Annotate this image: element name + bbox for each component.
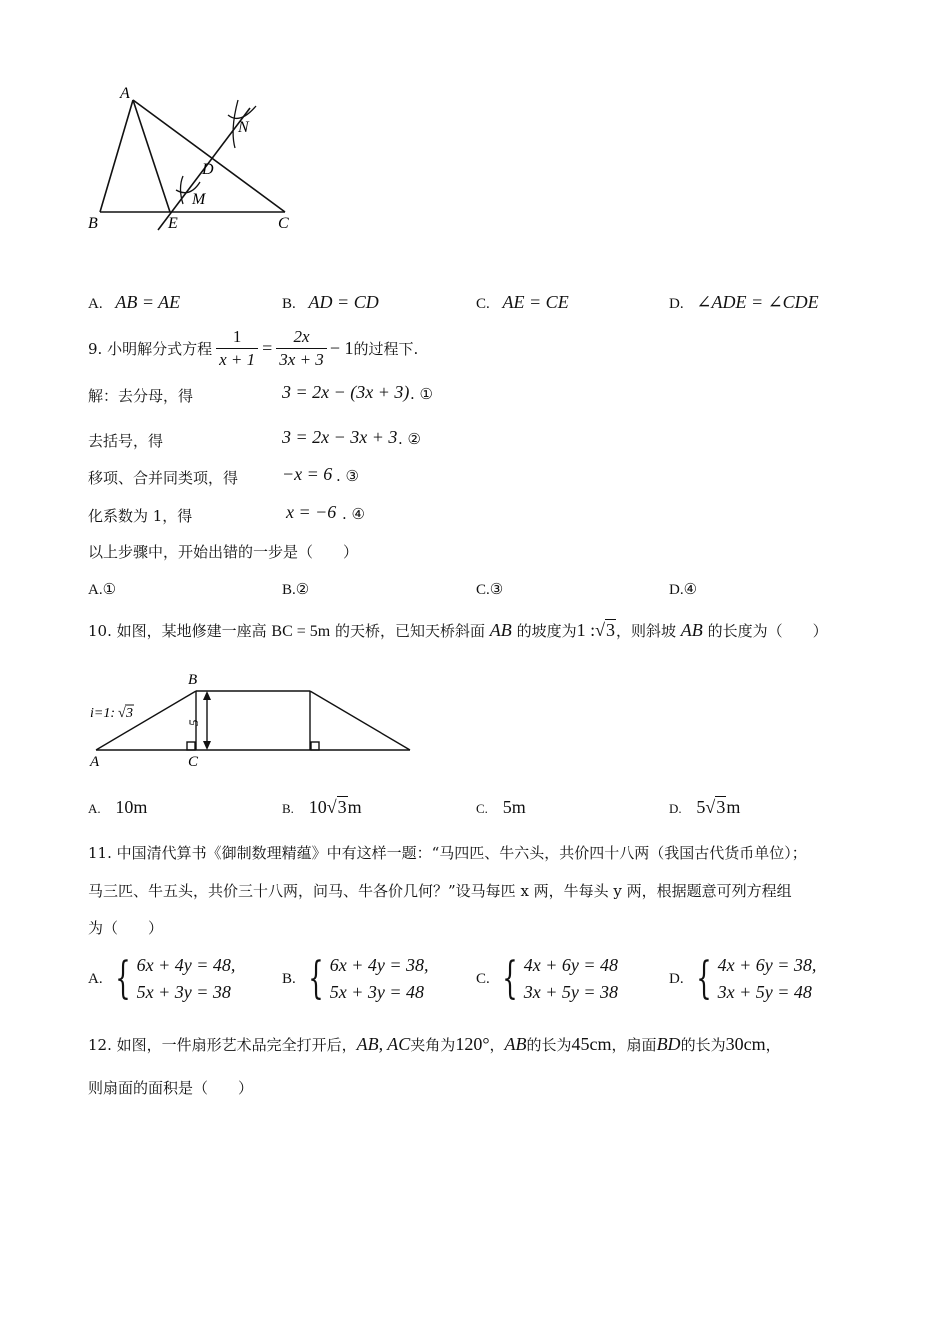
q10-stem-b: 的天桥，已知天桥斜面: [335, 622, 486, 640]
q10-option-c-letter: C.: [476, 801, 488, 816]
q9-option-a-value: ①: [102, 580, 117, 598]
q12-stem-f: 的长为: [680, 1036, 726, 1054]
q11-option-b-letter: B.: [282, 970, 296, 987]
q12-math-angle: 120°: [455, 1034, 490, 1054]
q9-stem-tail-math: − 1: [329, 337, 354, 358]
q8-option-d-expr: ∠ADE = ∠CDE: [696, 292, 819, 312]
q10-option-b-pre: 10: [308, 797, 327, 817]
q9-option-d-letter: D.: [669, 582, 684, 598]
q10-option-b-root: 3: [337, 797, 347, 817]
q11-option-a-eq2: 5x + 3y = 38: [136, 982, 231, 1002]
q8-option-a-expr: AB = AE: [115, 292, 181, 312]
q10-stem-d: ，则斜坡: [616, 622, 677, 640]
q8-triangle-figure: [80, 80, 320, 240]
q10-arrow-head-bottom: [203, 741, 211, 750]
q11-option-b[interactable]: [282, 952, 429, 1006]
q10-stem-ratio-root: 3: [606, 620, 615, 640]
q11-option-b-eq1: 6x + 4y = 38,: [329, 955, 429, 975]
q11-option-b-system: [302, 952, 429, 1006]
q12-math-ab: AB: [504, 1034, 527, 1054]
q8-label-b: B: [88, 215, 98, 232]
q9-step-1: [88, 382, 488, 406]
q11-option-c-eq1: 4x + 6y = 48: [523, 955, 619, 975]
q8-label-c: C: [278, 215, 289, 232]
q9-step-4-math: x = −6: [286, 502, 337, 522]
q12-stem-g: ，: [765, 1036, 781, 1054]
q9-stem-prefix: 9. 小明解分式方程: [88, 339, 213, 358]
q10-option-d-pre: 5: [696, 797, 706, 817]
q12-stem-line-1: [88, 1034, 781, 1055]
q11-option-d-eq1: 4x + 6y = 38,: [717, 955, 817, 975]
q9-equals: =: [262, 337, 273, 358]
q12-math-bd: BD: [656, 1034, 681, 1054]
q10-slope-label-root: 3: [126, 706, 133, 721]
q12-math-30cm: 30cm: [725, 1034, 766, 1054]
q10-stem-e: 的长度为（ ）: [707, 622, 828, 640]
q10-option-a-value: 10m: [115, 797, 148, 817]
q10-stem-c: 的坡度为: [516, 622, 577, 640]
q11-stem-line-2: 马三匹、牛五头，共价三十八两，问马、牛各价几何？”设马每匹 x 两，牛每头 y 两，根据题意可列方程组: [88, 882, 792, 900]
q10-label-a: A: [90, 754, 100, 770]
q12-stem-c: ，: [489, 1036, 505, 1054]
q8-option-a-letter: A.: [88, 296, 103, 312]
q11-option-c-system: [496, 952, 618, 1006]
q9-step-1-label: 解：去分母，得: [88, 387, 194, 405]
q9-stem-suffix: 的过程下.: [353, 339, 419, 358]
q9-step-2: [88, 427, 488, 451]
q12-stem-line-2: 则扇面的面积是（ ）: [88, 1079, 254, 1097]
q10-option-d-root: 3: [716, 797, 726, 817]
q12-stem-e: ，扇面: [611, 1036, 657, 1054]
q11-option-c-eq2: 3x + 5y = 38: [523, 982, 619, 1002]
q9-stem: [88, 325, 418, 371]
q11-option-a[interactable]: [88, 952, 235, 1006]
q8-option-d-letter: D.: [669, 296, 684, 312]
q10-label-b: B: [188, 672, 198, 688]
q8-option-d[interactable]: [669, 292, 819, 313]
q10-option-a-letter: A.: [88, 801, 101, 816]
q9-step-3-math: −x = 6: [282, 464, 333, 484]
q9-option-b-letter: B.: [282, 582, 296, 598]
q9-step-3-mark: . ③: [336, 467, 359, 485]
q10-option-c-value: 5m: [502, 797, 526, 817]
q9-step-4-mark: . ④: [342, 505, 365, 523]
q8-side-ac: [133, 100, 285, 212]
q8-option-b-expr: AD = CD: [308, 292, 379, 312]
q9-option-b[interactable]: [282, 580, 309, 599]
q11-option-d[interactable]: [669, 952, 816, 1006]
q10-option-d[interactable]: D. 5√3m: [669, 797, 741, 817]
q10-label-height: 5: [186, 719, 201, 726]
q8-side-ab: [100, 100, 133, 212]
q9-step-3: [88, 464, 488, 488]
q9-option-c-letter: C.: [476, 582, 490, 598]
q12-stem-b: 夹角为: [410, 1036, 456, 1054]
q9-step-4: [88, 502, 488, 526]
q10-slope-root-sign: √: [118, 706, 126, 721]
q10-option-b-post: m: [347, 797, 362, 817]
q11-option-c[interactable]: [476, 952, 618, 1006]
q9-frac1-num: 1: [216, 326, 258, 348]
q8-option-c-letter: C.: [476, 296, 490, 312]
q9-step-2-math: 3 = 2x − 3x + 3: [282, 427, 398, 447]
q11-stem-line-3: 为（ ）: [88, 919, 164, 937]
q8-option-c[interactable]: [476, 292, 569, 313]
q9-option-a-letter: A.: [88, 582, 103, 598]
q11-option-d-system: [690, 952, 817, 1006]
q10-stem-a: 10. 如图，某地修建一座高: [88, 622, 267, 640]
q8-label-d: D: [202, 161, 214, 178]
q10-slope-right: [310, 691, 410, 750]
q9-step-2-label: 去括号，得: [88, 432, 164, 450]
q10-stem-bc: BC = 5m: [271, 623, 331, 640]
q10-arrow-head-top: [203, 691, 211, 700]
q8-label-e: E: [168, 215, 178, 232]
q8-segment-ae: [133, 100, 170, 212]
q9-frac1-den: x + 1: [219, 349, 256, 369]
q9-option-d-value: ④: [683, 580, 698, 598]
q9-option-a[interactable]: [88, 580, 116, 599]
q11-option-a-eq1: 6x + 4y = 48,: [136, 955, 236, 975]
q10-stem-ratio-pre: 1 :: [576, 620, 596, 640]
q10-option-c[interactable]: [476, 797, 526, 818]
q10-option-a[interactable]: [88, 797, 147, 818]
q8-option-b-letter: B.: [282, 296, 296, 312]
q11-option-d-eq2: 3x + 5y = 48: [717, 982, 812, 1002]
q9-question: 以上步骤中，开始出错的一步是（ ）: [88, 543, 359, 561]
q9-option-c-value: ③: [489, 580, 504, 598]
q9-option-b-value: ②: [295, 580, 310, 598]
q9-option-c[interactable]: [476, 580, 503, 599]
q11-option-d-brace-icon: {: [695, 953, 712, 1004]
q11-option-a-brace-icon: {: [114, 953, 131, 1004]
q11-option-a-letter: A.: [88, 970, 103, 987]
q9-frac2-num: 2x: [276, 326, 327, 348]
q10-stem-ab: AB: [489, 620, 512, 640]
q9-step-2-mark: . ②: [398, 430, 421, 448]
q9-frac2-den: 3x + 3: [279, 349, 324, 369]
q11-option-b-brace-icon: {: [308, 953, 324, 1004]
q10-slope-label-pre: i=1:: [90, 706, 115, 721]
q11-option-a-system: [109, 952, 236, 1006]
q10-label-c: C: [188, 754, 199, 770]
q11-option-c-brace-icon: {: [502, 953, 518, 1004]
q8-label-m: M: [192, 191, 206, 208]
q9-fraction-left: [216, 326, 258, 370]
q10-right-angle-left: [187, 742, 195, 750]
q12-stem-d: 的长为: [526, 1036, 572, 1054]
q11-option-c-letter: C.: [476, 970, 490, 987]
q8-label-n: N: [238, 119, 249, 136]
q9-fraction-right: [276, 326, 327, 370]
q10-option-d-post: m: [726, 797, 741, 817]
q8-option-c-expr: AE = CE: [502, 292, 569, 312]
q9-step-4-label: 化系数为 1，得: [88, 507, 193, 525]
q10-option-d-letter: D.: [669, 801, 682, 816]
q12-math-ab-ac: AB, AC: [356, 1034, 411, 1054]
q9-step-1-math: 3 = 2x − (3x + 3): [282, 382, 410, 402]
q10-option-b[interactable]: B. 10√3m: [282, 797, 362, 817]
q10-bridge-figure: [84, 668, 419, 772]
q11-stem-line-1: 11. 中国清代算书《御制数理精蕴》中有这样一题：“马四匹、牛六头，共价四十八两（我国古代货币单位）；: [88, 844, 807, 862]
q9-option-d[interactable]: [669, 580, 697, 599]
q8-option-b[interactable]: [282, 292, 379, 313]
q10-right-angle-right: [311, 742, 319, 750]
q11-option-b-eq2: 5x + 3y = 48: [329, 982, 425, 1002]
q10-stem: 10. 如图，某地修建一座高 BC = 5m 的天桥，已知天桥斜面 AB 的坡度为1 :√3，则斜坡 AB 的长度为（ ）: [88, 620, 828, 640]
q9-step-1-mark: . ①: [410, 385, 433, 403]
q8-arc-n1: [228, 106, 256, 118]
q12-stem-a: 12. 如图，一件扇形艺术品完全打开后，: [88, 1036, 357, 1054]
q9-step-3-label: 移项、合并同类项，得: [88, 469, 239, 487]
q10-option-b-letter: B.: [282, 801, 294, 816]
q11-option-d-letter: D.: [669, 970, 684, 987]
q8-option-a[interactable]: [88, 292, 180, 313]
q10-stem-ab2: AB: [680, 620, 703, 640]
q8-label-a: A: [120, 85, 130, 102]
q12-math-45cm: 45cm: [571, 1034, 612, 1054]
